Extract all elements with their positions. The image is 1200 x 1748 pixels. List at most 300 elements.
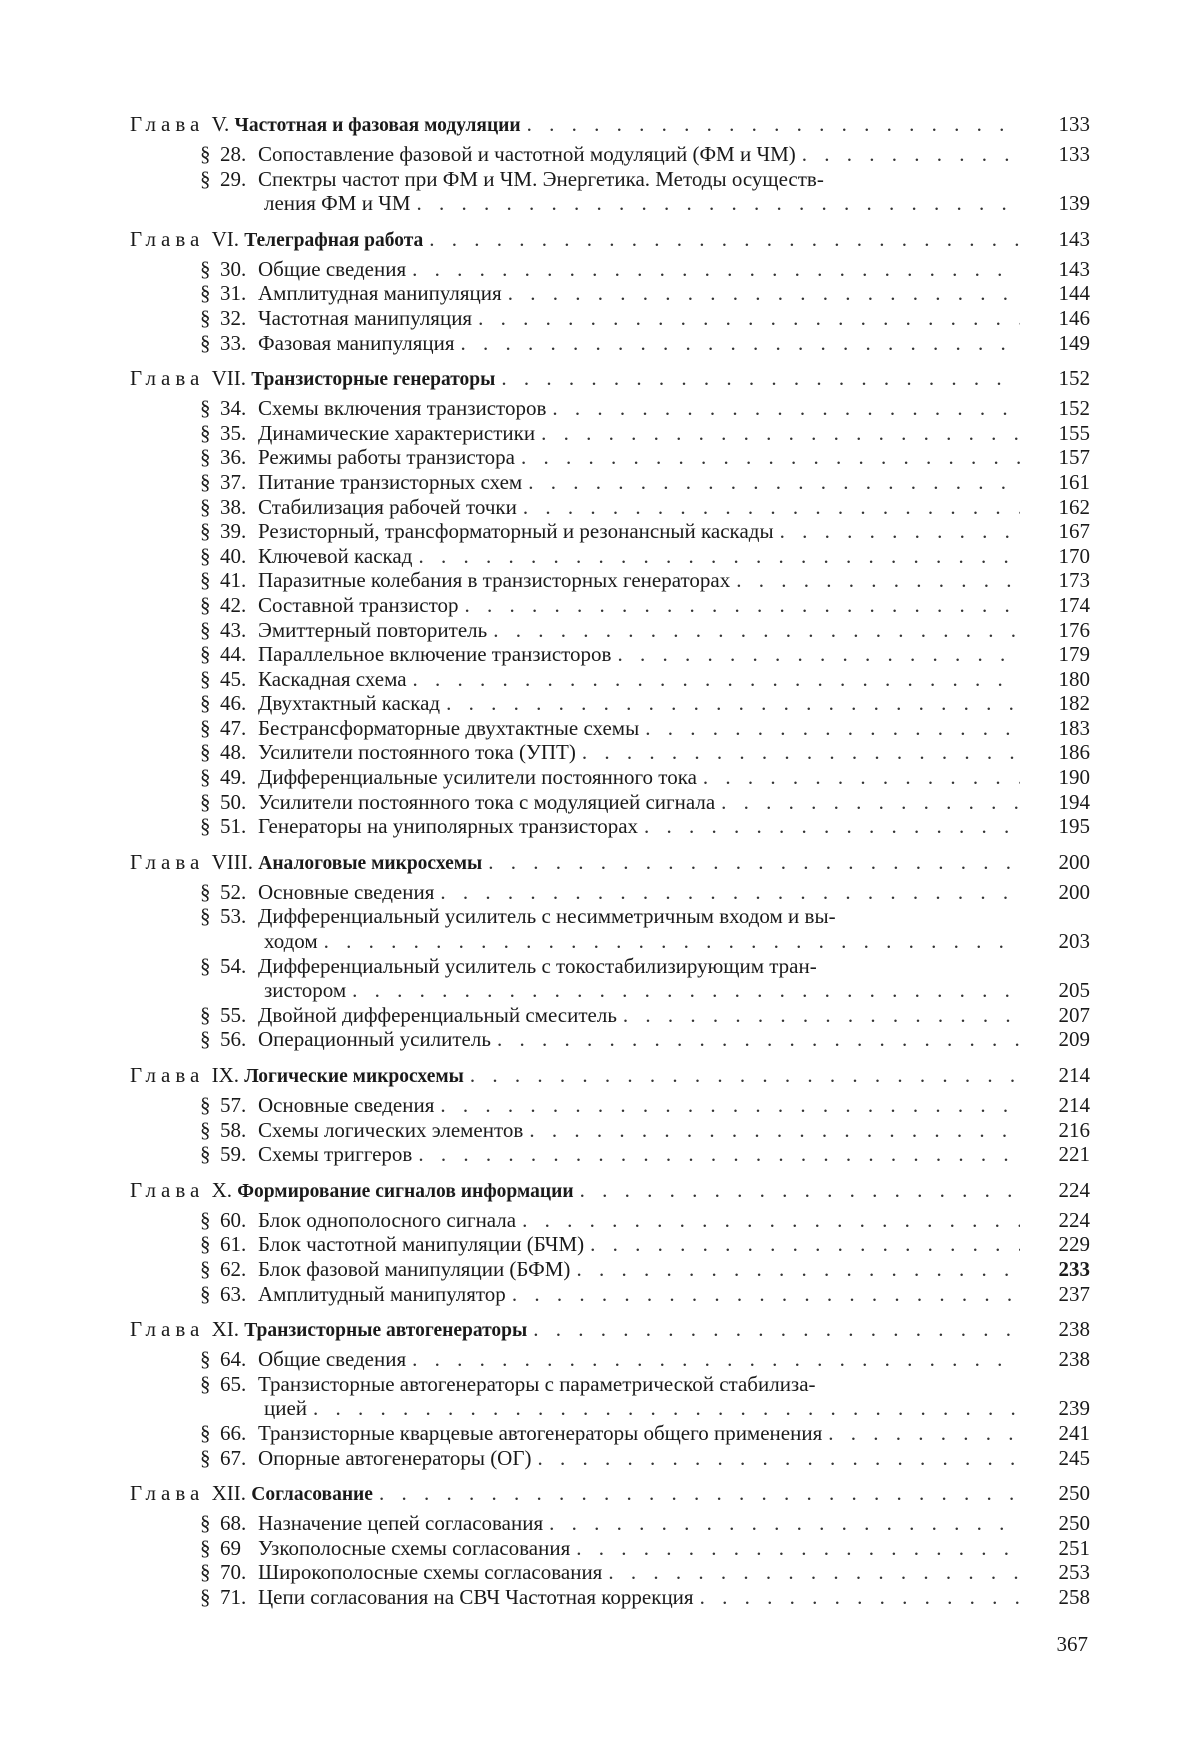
- dot-leader: [200, 1093, 1020, 1118]
- chapter-prefix: Глава: [130, 1317, 205, 1342]
- section-entry: [130, 1421, 1090, 1446]
- section-page-number: 143: [1032, 257, 1090, 282]
- toc-chapter: [130, 1316, 1090, 1470]
- chapter-prefix: Глава: [130, 1177, 205, 1202]
- section-entry: [130, 1232, 1090, 1257]
- section-sign: §: [200, 691, 211, 716]
- section-entry: [130, 691, 1090, 716]
- section-title-continuation: цией: [264, 1396, 313, 1420]
- chapter-number: XII.: [211, 1481, 246, 1506]
- section-number: 32.: [220, 305, 247, 330]
- table-of-contents: [130, 111, 1090, 1620]
- page-number: 367: [1056, 1632, 1088, 1656]
- section-entry: [130, 396, 1090, 421]
- chapter-prefix: Глава: [130, 1481, 205, 1506]
- section-page-number: 253: [1032, 1560, 1090, 1585]
- section-page-number: 205: [1032, 978, 1090, 1003]
- section-number: 45.: [220, 666, 247, 691]
- section-title: Дифференциальный усилитель с несимметричным входом и вы-: [258, 904, 836, 929]
- section-sign: §: [200, 142, 211, 166]
- section-entry: [130, 593, 1090, 618]
- chapter-number: VI.: [211, 226, 239, 251]
- chapter-number: V.: [211, 112, 230, 136]
- dot-leader: [200, 1027, 1020, 1052]
- section-entry: [130, 1257, 1090, 1282]
- section-title: Параллельное включение транзисторов: [258, 642, 612, 667]
- section-entry: [130, 257, 1090, 282]
- section-number: 69: [220, 1535, 241, 1560]
- toc-chapter: [130, 849, 1090, 1052]
- section-entry: [130, 1560, 1090, 1585]
- section-sign: §: [200, 166, 211, 191]
- chapter-heading: [130, 1480, 1090, 1507]
- section-page-number: 229: [1032, 1232, 1090, 1257]
- section-sign: §: [200, 1445, 211, 1470]
- section-page-number: 209: [1032, 1027, 1090, 1052]
- section-page-number: 194: [1032, 790, 1090, 815]
- section-sign: §: [200, 543, 211, 568]
- section-entry: [130, 306, 1090, 331]
- chapter-title: Транзисторные автогенераторы: [244, 1320, 528, 1342]
- section-sign: §: [200, 1535, 211, 1560]
- section-sign: §: [200, 814, 211, 839]
- section-sign: §: [200, 420, 211, 445]
- section-entry: [130, 421, 1090, 446]
- section-title-continuation: ходом: [264, 929, 324, 953]
- dot-leader: [130, 849, 1020, 876]
- section-entry: [130, 1585, 1090, 1610]
- dot-leader: [200, 544, 1020, 569]
- section-number: 48.: [220, 740, 247, 765]
- chapter-title: Транзисторные генераторы: [251, 369, 496, 391]
- dot-leader: [130, 1480, 1020, 1507]
- section-page-number: 190: [1032, 765, 1090, 790]
- section-sign: §: [200, 765, 211, 790]
- chapter-title: Согласование: [251, 1484, 373, 1506]
- section-title: Транзисторные кварцевые автогенераторы общего применения: [258, 1420, 823, 1445]
- section-number: 55.: [220, 1002, 247, 1027]
- section-entry: [130, 1003, 1090, 1028]
- section-title: Блок частотной манипуляции (БЧМ): [258, 1232, 585, 1257]
- section-entry: [130, 1536, 1090, 1561]
- chapter-heading: [130, 1177, 1090, 1204]
- section-number: 31.: [220, 281, 247, 306]
- section-number: 64.: [220, 1347, 247, 1372]
- section-entry: [130, 1142, 1090, 1167]
- section-entry: [130, 1118, 1090, 1143]
- toc-chapter: [130, 226, 1090, 355]
- dot-leader: [200, 814, 1020, 839]
- section-title: Питание транзисторных схем: [258, 469, 523, 494]
- section-sign: §: [200, 281, 211, 306]
- section-number: 37.: [220, 469, 247, 494]
- section-sign: §: [200, 1511, 211, 1536]
- section-page-number: 173: [1032, 568, 1090, 593]
- section-page-number: 241: [1032, 1421, 1090, 1446]
- section-sign: §: [200, 666, 211, 691]
- section-title: Цепи согласования на СВЧ Частотная коррекция: [258, 1584, 694, 1609]
- section-number: 66.: [220, 1420, 247, 1445]
- section-title: Общие сведения: [258, 1347, 407, 1372]
- section-entry: [130, 1446, 1090, 1471]
- section-entry: [130, 642, 1090, 667]
- dot-leader: [130, 1062, 1020, 1089]
- section-number: 29.: [220, 166, 247, 191]
- dot-leader: [200, 306, 1020, 331]
- dot-leader: [200, 1282, 1020, 1307]
- chapter-heading: [130, 365, 1090, 392]
- section-entry-continuation: [130, 978, 1090, 1003]
- dot-leader: [200, 396, 1020, 421]
- section-entry: [130, 167, 1090, 192]
- dot-leader: [200, 281, 1020, 306]
- section-title: Фазовая манипуляция: [258, 330, 455, 355]
- dot-leader: [200, 568, 1020, 593]
- dot-leader: [130, 1316, 1020, 1343]
- section-title: Динамические характеристики: [258, 420, 536, 445]
- section-title: Составной транзистор: [258, 592, 459, 617]
- section-number: 57.: [220, 1093, 247, 1117]
- section-number: 68.: [220, 1511, 247, 1536]
- section-page-number: 133: [1032, 142, 1090, 167]
- section-number: 59.: [220, 1142, 247, 1167]
- dot-leader: [200, 1142, 1020, 1167]
- dot-leader: [264, 929, 1020, 954]
- section-title: Режимы работы транзистора: [258, 445, 515, 470]
- chapter-page-number: 143: [1032, 226, 1090, 253]
- dot-leader: [200, 1511, 1020, 1536]
- section-title: Широкополосные схемы согласования: [258, 1560, 603, 1585]
- dot-leader: [200, 445, 1020, 470]
- section-entry: [130, 1347, 1090, 1372]
- toc-chapter: [130, 1177, 1090, 1306]
- chapter-title: Частотная и фазовая модуляции: [234, 115, 521, 136]
- section-number: 35.: [220, 420, 247, 445]
- section-entry: [130, 814, 1090, 839]
- dot-leader: [200, 880, 1020, 905]
- section-number: 71.: [220, 1584, 247, 1609]
- section-page-number: 214: [1032, 1093, 1090, 1118]
- dot-leader: [264, 1396, 1020, 1421]
- section-page-number: 174: [1032, 593, 1090, 618]
- toc-chapter: [130, 1480, 1090, 1609]
- section-sign: §: [200, 592, 211, 617]
- section-page-number: 179: [1032, 642, 1090, 667]
- toc-chapter: [130, 111, 1090, 216]
- section-sign: §: [200, 740, 211, 765]
- section-title: Операционный усилитель: [258, 1027, 491, 1052]
- section-title: Генераторы на униполярных транзисторах: [258, 814, 639, 839]
- section-number: 34.: [220, 396, 247, 421]
- section-page-number: 152: [1032, 396, 1090, 421]
- section-sign: §: [200, 330, 211, 355]
- dot-leader: [264, 191, 1020, 216]
- section-entry: [130, 716, 1090, 741]
- section-entry: [130, 331, 1090, 356]
- dot-leader: [200, 667, 1020, 692]
- section-title: Стабилизация рабочей точки: [258, 494, 517, 519]
- dot-leader: [200, 519, 1020, 544]
- chapter-page-number: 133: [1032, 111, 1090, 138]
- toc-chapter: [130, 365, 1090, 839]
- section-page-number: 221: [1032, 1142, 1090, 1167]
- dot-leader: [130, 226, 1020, 253]
- dot-leader: [200, 691, 1020, 716]
- section-title: Паразитные колебания в транзисторных генераторах: [258, 568, 731, 593]
- section-entry-continuation: [130, 929, 1090, 954]
- section-title: Частотная манипуляция: [258, 305, 473, 330]
- section-number: 63.: [220, 1281, 247, 1306]
- section-sign: §: [200, 1232, 211, 1257]
- section-page-number: 146: [1032, 306, 1090, 331]
- section-sign: §: [200, 1093, 211, 1117]
- dot-leader: [200, 740, 1020, 765]
- section-sign: §: [200, 1207, 211, 1232]
- section-title: Опорные автогенераторы (ОГ): [258, 1445, 532, 1470]
- section-title: Основные сведения: [258, 1093, 435, 1117]
- dot-leader: [200, 470, 1020, 495]
- section-entry: [130, 1511, 1090, 1536]
- section-entry: [130, 1208, 1090, 1233]
- chapter-prefix: Глава: [130, 112, 205, 136]
- section-title: Усилители постоянного тока с модуляцией сигнала: [258, 789, 716, 814]
- section-title: Ключевой каскад: [258, 543, 413, 568]
- section-number: 41.: [220, 568, 247, 593]
- section-number: 43.: [220, 617, 247, 642]
- section-page-number: 245: [1032, 1446, 1090, 1471]
- dot-leader: [130, 1177, 1020, 1204]
- section-entry: [130, 765, 1090, 790]
- section-entry: [130, 1282, 1090, 1307]
- section-sign: §: [200, 1002, 211, 1027]
- section-sign: §: [200, 568, 211, 593]
- section-title: Усилители постоянного тока (УПТ): [258, 740, 576, 765]
- section-title: Схемы включения транзисторов: [258, 396, 547, 421]
- section-number: 36.: [220, 445, 247, 470]
- section-entry-continuation: [130, 191, 1090, 216]
- section-entry: [130, 1372, 1090, 1397]
- section-title: Двухтактный каскад: [258, 691, 441, 716]
- section-number: 30.: [220, 256, 247, 281]
- section-page-number: 200: [1032, 880, 1090, 905]
- section-page-number: 176: [1032, 618, 1090, 643]
- chapter-page-number: 200: [1032, 849, 1090, 876]
- section-entry: [130, 568, 1090, 593]
- section-page-number: 144: [1032, 281, 1090, 306]
- section-entry: [130, 954, 1090, 979]
- section-page-number: 161: [1032, 470, 1090, 495]
- chapter-page-number: 238: [1032, 1316, 1090, 1343]
- section-entry: [130, 470, 1090, 495]
- section-number: 60.: [220, 1207, 247, 1232]
- chapter-heading: [130, 111, 1090, 138]
- section-number: 50.: [220, 789, 247, 814]
- section-entry: [130, 281, 1090, 306]
- section-title: Узкополосные схемы согласования: [258, 1535, 571, 1560]
- section-sign: §: [200, 789, 211, 814]
- section-page-number: 167: [1032, 519, 1090, 544]
- chapter-number: IX.: [211, 1063, 239, 1087]
- section-entry: [130, 519, 1090, 544]
- section-entry: [130, 790, 1090, 815]
- section-number: 39.: [220, 519, 247, 544]
- section-sign: §: [200, 1347, 211, 1372]
- section-number: 65.: [220, 1371, 247, 1396]
- dot-leader: [200, 257, 1020, 282]
- section-number: 70.: [220, 1560, 247, 1585]
- section-number: 28.: [220, 142, 247, 166]
- dot-leader: [200, 593, 1020, 618]
- section-sign: §: [200, 1117, 211, 1142]
- chapter-heading: [130, 1316, 1090, 1343]
- dot-leader: [264, 978, 1020, 1003]
- dot-leader: [200, 1208, 1020, 1233]
- section-page-number: 250: [1032, 1511, 1090, 1536]
- section-number: 40.: [220, 543, 247, 568]
- dot-leader: [200, 495, 1020, 520]
- section-sign: §: [200, 1420, 211, 1445]
- section-title: Сопоставление фазовой и частотной модуляций (ФМ и ЧМ): [258, 142, 796, 166]
- section-sign: §: [200, 715, 211, 740]
- dot-leader: [200, 1003, 1020, 1028]
- section-title: Дифференциальные усилители постоянного тока: [258, 765, 697, 790]
- section-sign: §: [200, 1027, 211, 1052]
- section-sign: §: [200, 519, 211, 544]
- section-entry: [130, 445, 1090, 470]
- chapter-heading: [130, 1062, 1090, 1089]
- dot-leader: [200, 1585, 1020, 1610]
- section-title: Общие сведения: [258, 256, 407, 281]
- section-entry: [130, 904, 1090, 929]
- section-entry: [130, 880, 1090, 905]
- section-page-number: 258: [1032, 1585, 1090, 1610]
- chapter-title: Аналоговые микросхемы: [258, 852, 483, 874]
- section-sign: §: [200, 1142, 211, 1167]
- chapter-title: Логические микросхемы: [244, 1066, 464, 1087]
- section-title: Двойной дифференциальный смеситель: [258, 1002, 617, 1027]
- section-entry: [130, 142, 1090, 167]
- section-number: 33.: [220, 330, 247, 355]
- section-page-number: 186: [1032, 740, 1090, 765]
- section-sign: §: [200, 1371, 211, 1396]
- section-title: Каскадная схема: [258, 666, 407, 691]
- section-number: 44.: [220, 642, 247, 667]
- section-title: Дифференциальный усилитель с токостабилизирующим тран-: [258, 953, 817, 978]
- chapter-number: VII.: [211, 366, 246, 391]
- section-number: 53.: [220, 904, 247, 929]
- dot-leader: [200, 1232, 1020, 1257]
- section-page-number: 238: [1032, 1347, 1090, 1372]
- section-page-number: 149: [1032, 331, 1090, 356]
- section-sign: §: [200, 1256, 211, 1281]
- section-sign: §: [200, 904, 211, 929]
- section-title: Схемы триггеров: [258, 1142, 413, 1167]
- section-page-number: 170: [1032, 544, 1090, 569]
- section-number: 38.: [220, 494, 247, 519]
- section-sign: §: [200, 445, 211, 470]
- section-number: 58.: [220, 1117, 247, 1142]
- section-page-number: 207: [1032, 1003, 1090, 1028]
- chapter-number: VIII.: [211, 849, 253, 874]
- chapter-title: Формирование сигналов информации: [237, 1180, 574, 1202]
- section-title: Резисторный, трансформаторный и резонансный каскады: [258, 519, 774, 544]
- section-entry: [130, 544, 1090, 569]
- section-entry: [130, 667, 1090, 692]
- section-page-number: 183: [1032, 716, 1090, 741]
- section-sign: §: [200, 469, 211, 494]
- chapter-prefix: Глава: [130, 849, 205, 874]
- section-number: 49.: [220, 765, 247, 790]
- section-title: Схемы логических элементов: [258, 1117, 524, 1142]
- section-sign: §: [200, 494, 211, 519]
- section-page-number: 233: [1032, 1257, 1090, 1282]
- dot-leader: [200, 1446, 1020, 1471]
- section-page-number: 182: [1032, 691, 1090, 716]
- section-page-number: 162: [1032, 495, 1090, 520]
- dot-leader: [200, 142, 1020, 167]
- dot-leader: [200, 790, 1020, 815]
- section-number: 42.: [220, 592, 247, 617]
- section-sign: §: [200, 879, 211, 904]
- section-page-number: 180: [1032, 667, 1090, 692]
- section-title-continuation: зистором: [264, 978, 352, 1002]
- section-number: 52.: [220, 879, 247, 904]
- toc-chapter: [130, 1062, 1090, 1167]
- chapter-number: XI.: [211, 1317, 239, 1342]
- chapter-page-number: 152: [1032, 365, 1090, 392]
- chapter-prefix: Глава: [130, 226, 205, 251]
- section-page-number: 203: [1032, 929, 1090, 954]
- dot-leader: [130, 111, 1020, 138]
- section-page-number: 237: [1032, 1282, 1090, 1307]
- section-number: 46.: [220, 691, 247, 716]
- section-entry: [130, 618, 1090, 643]
- section-title: Основные сведения: [258, 879, 435, 904]
- section-sign: §: [200, 953, 211, 978]
- section-page-number: 157: [1032, 445, 1090, 470]
- section-title: Амплитудный манипулятор: [258, 1281, 506, 1306]
- section-sign: §: [200, 1584, 211, 1609]
- section-number: 47.: [220, 715, 247, 740]
- dot-leader: [200, 765, 1020, 790]
- dot-leader: [200, 716, 1020, 741]
- section-title: Амплитудная манипуляция: [258, 281, 502, 306]
- dot-leader: [200, 1118, 1020, 1143]
- dot-leader: [200, 618, 1020, 643]
- section-number: 62.: [220, 1256, 247, 1281]
- dot-leader: [200, 331, 1020, 356]
- section-title: Назначение цепей согласования: [258, 1511, 544, 1536]
- section-number: 54.: [220, 953, 247, 978]
- section-number: 56.: [220, 1027, 247, 1052]
- chapter-page-number: 224: [1032, 1177, 1090, 1204]
- section-number: 51.: [220, 814, 247, 839]
- section-title: Блок фазовой манипуляции (БФМ): [258, 1256, 571, 1281]
- dot-leader: [130, 365, 1020, 392]
- section-entry: [130, 1093, 1090, 1118]
- section-page-number: 224: [1032, 1208, 1090, 1233]
- section-title-continuation: ления ФМ и ЧМ: [264, 191, 417, 215]
- section-title: Эмиттерный повторитель: [258, 617, 488, 642]
- chapter-number: X.: [211, 1177, 232, 1202]
- section-sign: §: [200, 617, 211, 642]
- section-sign: §: [200, 396, 211, 421]
- chapter-page-number: 214: [1032, 1062, 1090, 1089]
- chapter-heading: [130, 849, 1090, 876]
- chapter-title: Телеграфная работа: [244, 229, 424, 251]
- section-page-number: 239: [1032, 1396, 1090, 1421]
- section-sign: §: [200, 305, 211, 330]
